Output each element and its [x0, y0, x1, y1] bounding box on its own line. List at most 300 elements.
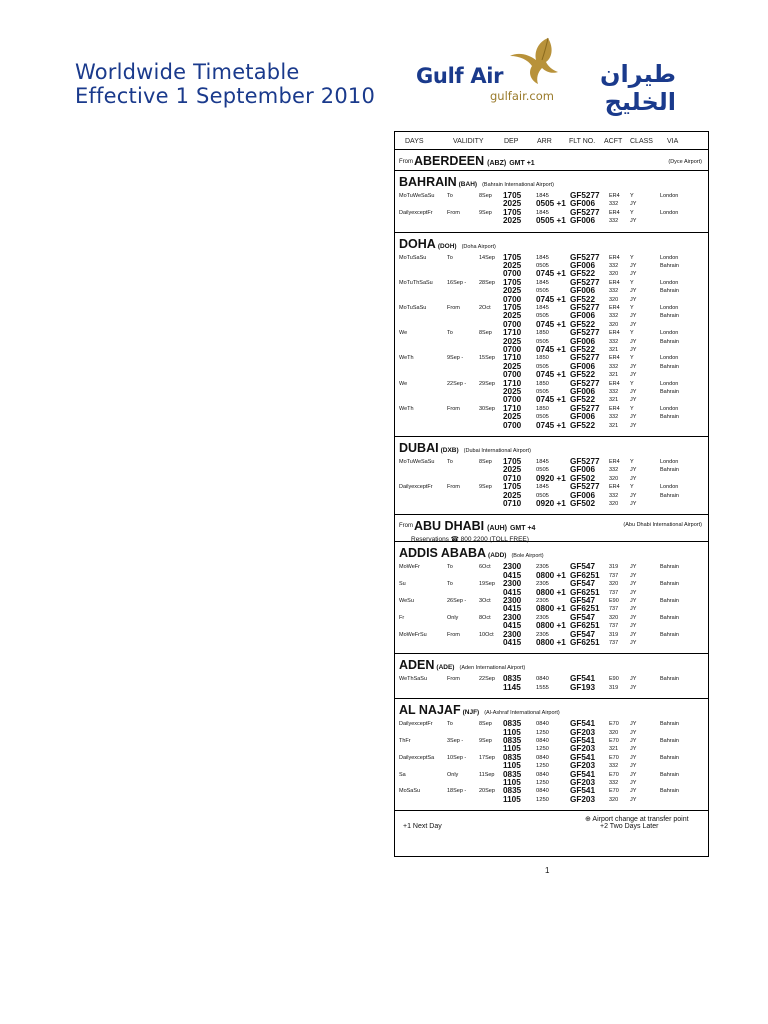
row-via: Bahrain — [660, 597, 679, 604]
row-aircraft: 320 — [609, 271, 619, 278]
flight-row — [395, 796, 708, 804]
row-class: JY — [630, 372, 637, 379]
row-flight-number: GF006 — [570, 199, 596, 209]
destination-block — [395, 171, 708, 233]
row-aircraft: 737 — [609, 606, 619, 613]
row-days: MoTuThSaSu — [399, 279, 433, 286]
row-arr: 1250 — [536, 796, 549, 803]
row-arr: 0505 — [536, 313, 549, 320]
flight-row — [395, 787, 708, 795]
row-aircraft: ER4 — [609, 193, 620, 199]
row-flight-number: GF547 — [570, 629, 596, 639]
column-header — [395, 132, 708, 150]
row-flight-number: GF203 — [570, 761, 596, 771]
flight-row — [395, 346, 708, 354]
row-flight-number: GF547 — [570, 562, 596, 572]
row-via: Bahrain — [660, 313, 679, 320]
origin-gmt: GMT +4 — [509, 525, 536, 533]
row-dep: 1105 — [503, 744, 521, 754]
row-days: WeThSaSu — [399, 676, 428, 683]
flight-row — [395, 771, 708, 779]
row-via: Bahrain — [660, 467, 679, 474]
row-arr: 0505 — [536, 363, 549, 370]
row-class: JY — [630, 676, 637, 683]
destination-airport: (Aden International Airport) — [459, 665, 526, 672]
row-validity-a: 26Sep - — [447, 597, 467, 604]
row-via: Bahrain — [660, 338, 679, 345]
row-validity-a: 16Sep - — [447, 279, 467, 286]
row-dep: 1705 — [503, 252, 522, 262]
row-flight-number: GF541 — [570, 674, 596, 684]
row-aircraft: 332 — [609, 313, 619, 320]
row-via: London — [660, 380, 679, 387]
col-days: DAYS — [405, 138, 424, 145]
row-dep: 2025 — [503, 336, 522, 346]
row-aircraft: E90 — [609, 676, 619, 683]
row-validity-a: To — [447, 721, 453, 728]
row-days: WeSu — [399, 597, 414, 604]
row-aircraft: 332 — [609, 201, 619, 208]
destination-airport: (Al-Ashraf International Airport) — [484, 710, 560, 717]
row-aircraft: ER4 — [609, 380, 620, 387]
row-dep: 0700 — [503, 420, 522, 430]
row-flight-number: GF502 — [570, 473, 596, 483]
destination-airport: (Bole Airport) — [511, 553, 544, 560]
row-aircraft: 321 — [609, 346, 619, 353]
row-flight-number: GF5277 — [570, 302, 600, 312]
row-class: JY — [630, 746, 637, 753]
row-aircraft: 332 — [609, 363, 619, 370]
row-days: We — [399, 330, 408, 337]
row-arr: 0505 +1 — [536, 199, 566, 209]
row-arr: 0505 — [536, 388, 549, 395]
flight-row — [395, 304, 708, 312]
row-dep: 2025 — [503, 216, 522, 226]
row-via: Bahrain — [660, 288, 679, 295]
row-dep: 1705 — [503, 277, 522, 287]
row-arr: 0840 — [536, 788, 549, 795]
row-aircraft: E70 — [609, 754, 619, 761]
logo-website: gulfair.com — [490, 89, 554, 103]
row-arr: 0840 — [536, 771, 549, 778]
row-dep: 2025 — [503, 311, 522, 321]
row-days: DailyexceptFr — [399, 209, 433, 216]
flight-row — [395, 675, 708, 683]
row-validity-b: 9Sep — [479, 209, 492, 216]
row-class: JY — [630, 501, 637, 507]
row-aircraft: E70 — [609, 771, 619, 778]
row-days: MoTuWeSaSu — [399, 459, 435, 465]
row-arr: 2305 — [536, 564, 549, 571]
row-class: JY — [630, 338, 637, 345]
row-class: JY — [630, 721, 637, 728]
row-class: JY — [630, 779, 637, 786]
flight-row — [395, 684, 708, 692]
row-arr: 1250 — [536, 729, 549, 736]
destination-block — [395, 233, 708, 437]
row-via: Bahrain — [660, 564, 679, 571]
row-validity-a: 9Sep - — [447, 355, 464, 362]
row-aircraft: E70 — [609, 737, 619, 744]
row-dep: 1705 — [503, 302, 522, 312]
row-via: London — [660, 279, 679, 286]
row-class: JY — [630, 788, 637, 795]
row-aircraft: 332 — [609, 388, 619, 395]
row-dep: 1705 — [503, 191, 522, 200]
row-days: Sa — [399, 771, 406, 778]
row-arr: 0505 — [536, 492, 549, 499]
row-aircraft: 321 — [609, 372, 619, 379]
row-arr: 1845 — [536, 484, 549, 491]
row-class: Y — [630, 304, 634, 311]
row-class: JY — [630, 422, 637, 429]
row-arr: 2305 — [536, 597, 549, 604]
row-aircraft: 737 — [609, 572, 619, 579]
row-aircraft: 319 — [609, 684, 619, 691]
row-class: JY — [630, 589, 637, 596]
row-validity-a: To — [447, 330, 453, 337]
row-class: Y — [630, 380, 634, 387]
row-validity-b: 8Sep — [479, 721, 492, 728]
row-flight-number: GF522 — [570, 269, 596, 279]
row-dep: 2025 — [503, 386, 522, 396]
row-dep: 1105 — [503, 794, 521, 804]
row-dep: 0700 — [503, 319, 522, 329]
row-flight-number: GF5277 — [570, 207, 600, 217]
row-class: JY — [630, 201, 637, 208]
row-validity-b: 3Oct — [479, 597, 491, 604]
row-flight-number: GF6251 — [570, 587, 600, 597]
flight-row — [395, 405, 708, 413]
row-aircraft: ER4 — [609, 209, 620, 216]
row-class: Y — [630, 330, 634, 337]
row-class: JY — [630, 606, 637, 613]
row-flight-number: GF5277 — [570, 378, 600, 388]
row-flight-number: GF547 — [570, 612, 596, 622]
row-arr: 1845 — [536, 209, 549, 216]
row-via: Bahrain — [660, 721, 679, 728]
row-class: Y — [630, 355, 634, 362]
row-dep: 2025 — [503, 490, 522, 500]
row-validity-b: 17Sep — [479, 754, 495, 761]
destination-name — [399, 175, 554, 189]
row-dep: 2300 — [503, 629, 522, 639]
row-class: JY — [630, 492, 637, 499]
row-aircraft: 737 — [609, 639, 619, 646]
row-arr: 0800 +1 — [536, 587, 566, 597]
row-flight-number: GF541 — [570, 735, 596, 745]
row-arr: 0745 +1 — [536, 395, 566, 405]
row-aircraft: 332 — [609, 338, 619, 345]
row-validity-a: Only — [447, 771, 459, 778]
row-validity-b: 19Sep — [479, 581, 495, 588]
row-class: JY — [630, 631, 637, 638]
row-class: JY — [630, 346, 637, 353]
origin-city — [414, 154, 535, 168]
row-dep: 1105 — [503, 777, 521, 787]
logo-english-text: Gulf Air — [416, 64, 504, 88]
row-via: London — [660, 355, 679, 362]
row-flight-number: GF547 — [570, 595, 596, 605]
destination-city: AL NAJAF — [399, 703, 461, 718]
row-flight-number: GF006 — [570, 286, 596, 296]
row-aircraft: 320 — [609, 296, 619, 303]
row-dep: 0700 — [503, 370, 522, 380]
row-days: DailyexceptSa — [399, 754, 435, 761]
row-aircraft: 737 — [609, 623, 619, 630]
row-via: Bahrain — [660, 388, 679, 395]
flight-row — [395, 779, 708, 787]
flight-row — [395, 321, 708, 329]
row-arr: 0505 — [536, 467, 549, 474]
row-flight-number: GF5277 — [570, 191, 600, 200]
row-arr: 0840 — [536, 721, 549, 728]
row-arr: 0800 +1 — [536, 604, 566, 614]
destination-city: DUBAI — [399, 441, 439, 455]
row-dep: 1705 — [503, 482, 522, 492]
origin-city-name: ABU DHABI — [414, 519, 485, 534]
row-class: JY — [630, 296, 637, 303]
row-arr: 1845 — [536, 193, 549, 199]
row-dep: 1105 — [503, 727, 521, 737]
row-flight-number: GF541 — [570, 719, 596, 729]
flight-row — [395, 458, 708, 466]
row-class: JY — [630, 572, 637, 579]
row-arr: 1850 — [536, 355, 549, 362]
row-aircraft: ER4 — [609, 459, 620, 465]
row-class: Y — [630, 254, 634, 261]
row-arr: 0840 — [536, 737, 549, 744]
flight-row — [395, 329, 708, 337]
row-dep: 2300 — [503, 595, 522, 605]
row-flight-number: GF006 — [570, 260, 596, 270]
destination-code: (BAH) — [458, 181, 478, 188]
row-aircraft: 332 — [609, 492, 619, 499]
row-dep: 0415 — [503, 621, 522, 631]
row-arr: 1850 — [536, 380, 549, 387]
row-class: JY — [630, 218, 637, 225]
row-via: Bahrain — [660, 754, 679, 761]
destination-code: (ADD) — [488, 552, 507, 560]
row-flight-number: GF006 — [570, 311, 596, 321]
row-class: JY — [630, 684, 637, 691]
row-validity-b: 2Oct — [479, 304, 491, 311]
row-via: London — [660, 254, 679, 261]
falcon-icon — [508, 36, 568, 88]
col-arr: ARR — [537, 138, 552, 145]
row-days: WeTh — [399, 405, 414, 412]
row-dep: 0700 — [503, 344, 522, 354]
row-dep: 2025 — [503, 199, 522, 209]
row-via: Bahrain — [660, 581, 679, 588]
row-aircraft: 320 — [609, 581, 619, 588]
row-aircraft: 737 — [609, 589, 619, 596]
row-aircraft: E90 — [609, 597, 619, 604]
row-aircraft: 319 — [609, 631, 619, 638]
row-arr: 1850 — [536, 330, 549, 337]
flight-row — [395, 270, 708, 278]
row-flight-number: GF006 — [570, 490, 596, 500]
row-dep: 0835 — [503, 786, 522, 796]
row-class: JY — [630, 321, 637, 328]
row-class: JY — [630, 639, 637, 646]
row-flight-number: GF5277 — [570, 482, 600, 492]
row-flight-number: GF522 — [570, 319, 596, 329]
row-arr: 0745 +1 — [536, 269, 566, 279]
logo-arabic-text: طيران الخليج — [599, 60, 676, 116]
row-aircraft: 332 — [609, 779, 619, 786]
row-dep: 2300 — [503, 562, 522, 572]
legend-next-day: +1 Next Day — [403, 823, 442, 831]
row-arr: 0505 — [536, 338, 549, 345]
row-flight-number: GF203 — [570, 744, 596, 754]
row-flight-number: GF522 — [570, 395, 596, 405]
row-arr: 0745 +1 — [536, 294, 566, 304]
row-flight-number: GF547 — [570, 579, 596, 589]
row-dep: 0415 — [503, 570, 522, 580]
flight-row — [395, 354, 708, 362]
destination-code: (DXB) — [440, 447, 459, 454]
flight-row — [395, 217, 708, 225]
row-class: JY — [630, 763, 637, 770]
destination-block — [395, 654, 708, 699]
flight-row — [395, 572, 708, 580]
row-validity-b: 14Sep — [479, 254, 495, 261]
row-class: JY — [630, 597, 637, 604]
row-arr: 2305 — [536, 614, 549, 621]
flight-row — [395, 483, 708, 491]
legend — [395, 811, 708, 858]
row-validity-b: 28Sep — [479, 279, 495, 286]
flight-row — [395, 296, 708, 304]
row-days: MoTuWeSaSu — [399, 193, 435, 199]
row-dep: 1710 — [503, 353, 522, 363]
origin-header — [395, 515, 708, 542]
row-flight-number: GF006 — [570, 361, 596, 371]
col-flt-no: FLT NO. — [569, 138, 596, 145]
row-validity-b: 9Sep — [479, 737, 492, 744]
row-class: JY — [630, 614, 637, 621]
row-days: DailyexceptFr — [399, 484, 433, 491]
row-flight-number: GF6251 — [570, 637, 600, 647]
page-number: 1 — [545, 866, 550, 875]
row-dep: 2025 — [503, 286, 522, 296]
row-aircraft: ER4 — [609, 254, 620, 261]
row-via: Bahrain — [660, 788, 679, 795]
row-dep: 0700 — [503, 395, 522, 405]
destination-city: BAHRAIN — [399, 175, 457, 189]
row-flight-number: GF5277 — [570, 353, 600, 363]
row-arr: 1845 — [536, 304, 549, 311]
row-via: London — [660, 405, 679, 412]
row-aircraft: 321 — [609, 746, 619, 753]
destination-airport: (Doha Airport) — [461, 243, 496, 250]
row-validity-a: From — [447, 631, 460, 638]
row-arr: 0505 +1 — [536, 216, 566, 226]
row-class: JY — [630, 397, 637, 404]
row-arr: 1845 — [536, 459, 549, 465]
row-days: Fr — [399, 614, 405, 621]
row-validity-b: 22Sep — [479, 676, 495, 683]
row-validity-b: 11Sep — [479, 771, 495, 778]
row-dep: 0835 — [503, 769, 522, 779]
destination-name — [399, 703, 560, 717]
row-via: London — [660, 459, 679, 465]
row-via: London — [660, 193, 679, 199]
row-via: London — [660, 304, 679, 311]
row-aircraft: 320 — [609, 321, 619, 328]
row-validity-a: 3Sep - — [447, 737, 464, 744]
row-arr: 0920 +1 — [536, 473, 566, 483]
row-validity-a: To — [447, 581, 453, 588]
row-dep: 1710 — [503, 403, 522, 413]
row-validity-b: 30Sep — [479, 405, 495, 412]
row-aircraft: 320 — [609, 501, 619, 507]
row-via: London — [660, 209, 679, 216]
row-aircraft: 332 — [609, 467, 619, 474]
row-aircraft: ER4 — [609, 304, 620, 311]
flight-row — [395, 639, 708, 647]
origin-city — [414, 519, 535, 533]
row-aircraft: E70 — [609, 721, 619, 728]
origin-airport: (Dyce Airport) — [668, 159, 702, 165]
row-validity-a: From — [447, 676, 460, 683]
row-class: JY — [630, 754, 637, 761]
flight-row — [395, 279, 708, 287]
from-label: From — [399, 159, 413, 165]
row-days: MoWeFr — [399, 564, 420, 571]
row-via: London — [660, 484, 679, 491]
row-flight-number: GF193 — [570, 682, 596, 692]
row-dep: 0415 — [503, 604, 522, 614]
row-dep: 0835 — [503, 674, 522, 684]
row-flight-number: GF6251 — [570, 604, 600, 614]
row-arr: 0840 — [536, 676, 549, 683]
row-validity-b: 8Sep — [479, 193, 492, 199]
row-via: London — [660, 330, 679, 337]
destination-airport: (Bahrain International Airport) — [482, 182, 554, 188]
row-flight-number: GF203 — [570, 794, 596, 804]
row-class: JY — [630, 623, 637, 630]
row-class: Y — [630, 209, 634, 216]
col-class: CLASS — [630, 138, 653, 145]
destination-name — [399, 658, 525, 672]
flight-row — [395, 422, 708, 430]
origin-header — [395, 150, 708, 171]
row-arr: 0920 +1 — [536, 499, 566, 508]
row-class: Y — [630, 279, 634, 286]
row-via: Bahrain — [660, 631, 679, 638]
row-class: Y — [630, 459, 634, 465]
col-dep: DEP — [504, 138, 519, 145]
row-days: MoWeFrSu — [399, 631, 427, 638]
row-flight-number: GF203 — [570, 777, 596, 787]
row-class: JY — [630, 737, 637, 744]
row-dep: 1710 — [503, 378, 522, 388]
destination-code: (ADE) — [436, 664, 455, 672]
row-validity-b: 29Sep — [479, 380, 495, 387]
row-dep: 1145 — [503, 682, 521, 692]
row-class: Y — [630, 484, 634, 491]
row-days: MoTuSaSu — [399, 254, 427, 261]
row-class: JY — [630, 729, 637, 736]
row-arr: 1555 — [536, 684, 549, 691]
title-line-1: Worldwide Timetable — [75, 60, 300, 84]
row-days: WeTh — [399, 355, 414, 362]
row-aircraft: 319 — [609, 564, 619, 571]
row-validity-b: 8Sep — [479, 330, 492, 337]
row-aircraft: 320 — [609, 796, 619, 803]
